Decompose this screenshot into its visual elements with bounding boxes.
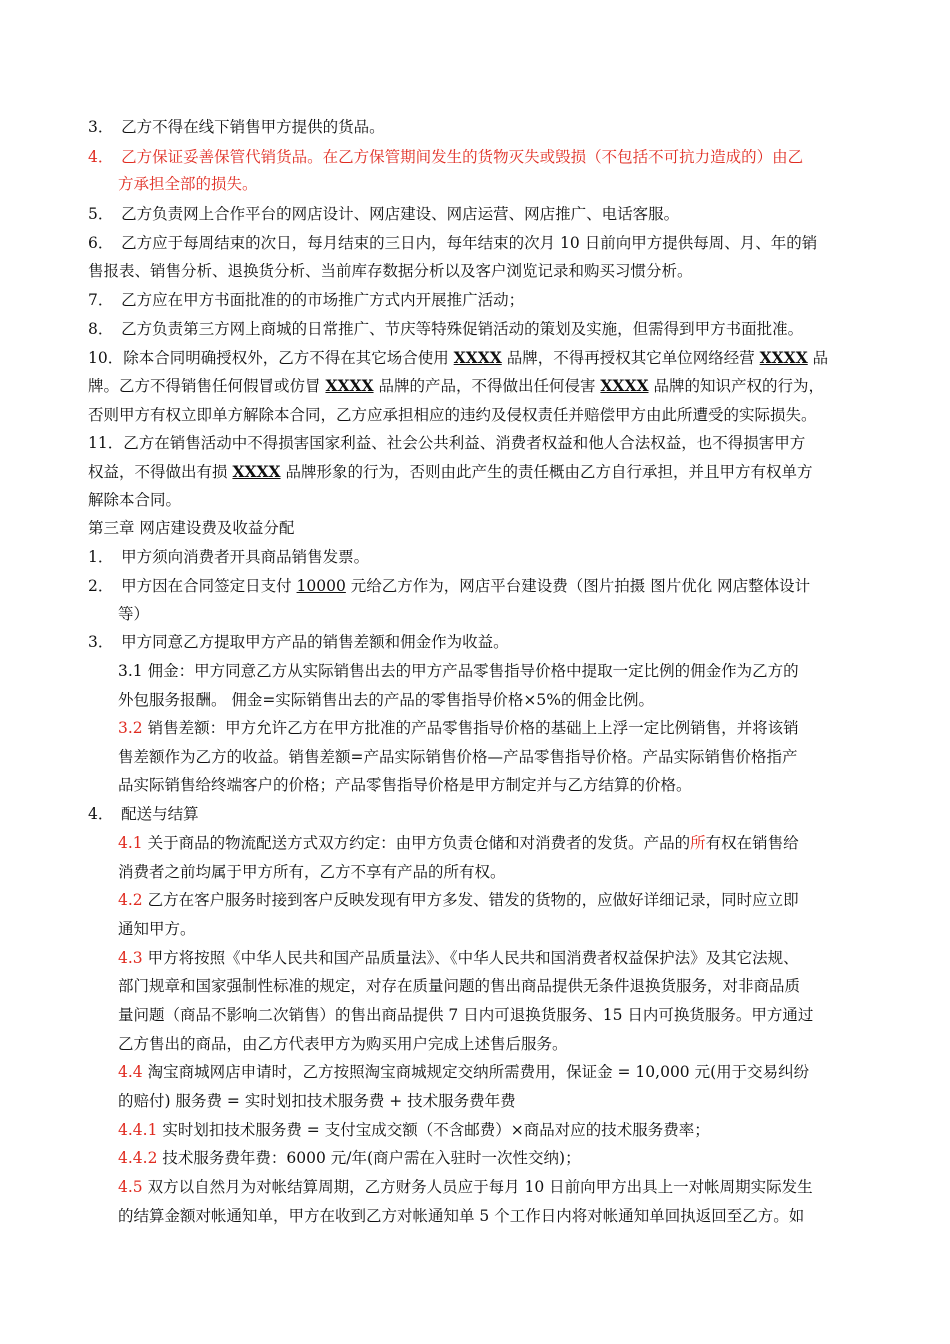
- clause-text: 3.1 佣金：甲方同意乙方从实际销售出去的甲方产品零售指导价格中提取一定比例的佣金作为乙方的: [118, 662, 799, 680]
- clause-text: 乙方在客户服务时接到客户反映发现有甲方多发、错发的货物的，应做好详细记录，同时应立即: [142, 891, 799, 909]
- chapter-title: 第三章 网店建设费及收益分配: [88, 519, 295, 537]
- ch3-clause-4-5-line-2: [118, 1206, 804, 1226]
- ch3-clause-4-2-line-2: [118, 919, 196, 939]
- ch3-clause-3-1-line-1: [118, 661, 799, 681]
- clause-7: [88, 290, 524, 310]
- clause-text: 消费者之前均属于甲方所有，乙方不享有产品的所有权。: [118, 863, 506, 881]
- clause-3: [88, 117, 385, 137]
- clause-text: 元给乙方作为，网店平台建设费（图片拍摄 图片优化 网店整体设计: [345, 577, 811, 595]
- clause-text: 售报表、销售分析、退换货分析、当前库存数据分析以及客户浏览记录和购买习惯分析。: [88, 262, 693, 280]
- brand-placeholder: XXXX: [759, 348, 808, 367]
- clause-text: 品牌的产品，不得做出任何侵害: [373, 377, 601, 395]
- clause-number: 4.5: [118, 1178, 143, 1196]
- clause-text: 甲方将按照《中华人民共和国产品质量法》、《中华人民共和国消费者权益保护法》及其它法规、: [142, 949, 799, 967]
- clause-text: 等）: [118, 605, 150, 623]
- ch3-clause-4-4-1: [118, 1120, 710, 1140]
- clause-text: 品牌的知识产权的行为，: [648, 377, 824, 395]
- clause-text: 8． 乙方负责第三方网上商城的日常推广、节庆等特殊促销活动的策划及实施，但需得到甲方书面批准。: [88, 320, 804, 338]
- clause-text: 解除本合同。: [88, 491, 182, 509]
- construction-fee-amount: 10000: [296, 577, 346, 595]
- ch3-clause-4-4-2: [118, 1148, 581, 1168]
- clause-text: 3． 乙方不得在线下销售甲方提供的货品。: [88, 118, 385, 136]
- clause-10-line-2: [88, 376, 824, 396]
- clause-text: 关于商品的物流配送方式双方约定：由甲方负责仓储和对消费者的发货。产品的: [142, 834, 691, 852]
- clause-text: 10．除本合同明确授权外，乙方不得在其它场合使用: [88, 349, 454, 367]
- clause-6-line-1: [88, 233, 817, 253]
- brand-placeholder: XXXX: [600, 376, 649, 395]
- highlighted-char: 所: [690, 834, 706, 852]
- clause-text: 通知甲方。: [118, 920, 196, 938]
- clause-number: 4.3: [118, 949, 143, 967]
- clause-text: 11．乙方在销售活动中不得损害国家利益、社会公共利益、消费者权益和他人合法权益，也不得损害甲方: [88, 434, 806, 452]
- clause-11-line-1: [88, 433, 805, 453]
- clause-text: 销售差额：甲方允许乙方在甲方批准的产品零售指导价格的基础上上浮一定比例销售，并将该销: [142, 719, 799, 737]
- ch3-clause-1: [88, 547, 369, 567]
- ch3-clause-4-4-line-2: [118, 1091, 516, 1111]
- chapter-3-heading: [88, 518, 294, 538]
- ch3-clause-2-line-2: [118, 604, 149, 624]
- ch3-clause-4: [88, 804, 199, 824]
- clause-text: 品实际销售给终端客户的价格；产品零售指导价格是甲方制定并与乙方结算的价格。: [118, 776, 692, 794]
- clause-text: 部门规章和国家强制性标准的规定，对存在质量问题的售出商品提供无条件退换货服务，对非商品质: [118, 977, 801, 995]
- brand-placeholder: XXXX: [453, 348, 502, 367]
- ch3-clause-4-3-line-3: [118, 1005, 813, 1025]
- clause-number: 4.4: [118, 1063, 143, 1081]
- brand-placeholder: XXXX: [232, 462, 281, 481]
- clause-text: 2． 甲方因在合同签定日支付: [88, 577, 297, 595]
- ch3-clause-4-4-line-1: [118, 1062, 809, 1082]
- clause-10-line-3: [88, 405, 817, 425]
- ch3-clause-4-5-line-1: [118, 1177, 813, 1197]
- ch3-clause-3-2-line-3: [118, 775, 692, 795]
- clause-10-line-1: [88, 348, 828, 368]
- clause-text: 乙方售出的商品，由乙方代表甲方为购买用户完成上述售后服务。: [118, 1035, 568, 1053]
- clause-text: 否则甲方有权立即单方解除本合同，乙方应承担相应的违约及侵权责任并赔偿甲方由此所遭受的实际损失。: [88, 406, 817, 424]
- clause-text: 品牌，不得再授权其它单位网络经营: [501, 349, 760, 367]
- clause-text: 3． 甲方同意乙方提取甲方产品的销售差额和佣金作为收益。: [88, 633, 509, 651]
- clause-4-line-2: [118, 174, 258, 194]
- clause-text: 有权在销售给: [705, 834, 799, 852]
- ch3-clause-4-1-line-1: [118, 833, 799, 853]
- ch3-clause-3: [88, 632, 509, 652]
- clause-text: 权益，不得做出有损: [88, 463, 233, 481]
- clause-text: 售差额作为乙方的收益。销售差额=产品实际销售价格—产品零售指导价格。产品实际销售价格指产: [118, 748, 798, 766]
- ch3-clause-3-2-line-1: [118, 718, 799, 738]
- clause-text: 的结算金额对帐通知单，甲方在收到乙方对帐通知单 5 个工作日内将对帐通知单回执返回至乙方。如: [118, 1207, 805, 1225]
- clause-11-line-2: [88, 462, 812, 482]
- ch3-clause-4-1-line-2: [118, 862, 506, 882]
- ch3-clause-4-3-line-1: [118, 948, 799, 968]
- ch3-clause-2-line-1: [88, 576, 810, 596]
- clause-number: 4.2: [118, 891, 143, 909]
- clause-text: 牌。乙方不得销售任何假冒或仿冒: [88, 377, 326, 395]
- clause-6-line-2: [88, 261, 693, 281]
- clause-4-line-1: [88, 147, 803, 167]
- clause-number: 4.1: [118, 834, 143, 852]
- clause-text: 技术服务费年费：6000 元/年(商户需在入驻时一次性交纳)；: [157, 1149, 581, 1167]
- clause-number: 3.2: [118, 719, 143, 737]
- clause-text: 品: [807, 349, 829, 367]
- clause-text: 7． 乙方应在甲方书面批准的的市场推广方式内开展推广活动；: [88, 291, 525, 309]
- clause-text: 4． 配送与结算: [88, 805, 199, 823]
- clause-text: 外包服务报酬。 佣金=实际销售出去的产品的零售指导价格×5%的佣金比例。: [118, 691, 654, 709]
- ch3-clause-3-1-line-2: [118, 690, 654, 710]
- ch3-clause-4-3-line-2: [118, 976, 800, 996]
- ch3-clause-3-2-line-2: [118, 747, 798, 767]
- clause-11-line-3: [88, 490, 181, 510]
- clause-text: 方承担全部的损失。: [118, 175, 258, 193]
- clause-text: 实时划扣技术服务费 = 支付宝成交额（不含邮费）×商品对应的技术服务费率；: [157, 1121, 710, 1139]
- clause-text: 5． 乙方负责网上合作平台的网店设计、网店建设、网店运营、网店推广、电话客服。: [88, 205, 680, 223]
- clause-5: [88, 204, 679, 224]
- clause-text: 6． 乙方应于每周结束的次日，每月结束的三日内，每年结束的次月 10 日前向甲方提供每周、月、年的销: [88, 234, 818, 252]
- clause-number: 4.4.2: [118, 1149, 158, 1167]
- brand-placeholder: XXXX: [325, 376, 374, 395]
- clause-8: [88, 319, 803, 339]
- clause-text: 双方以自然月为对帐结算周期，乙方财务人员应于每月 10 日前向甲方出具上一对帐周期实际发生: [142, 1178, 813, 1196]
- clause-text: 1． 甲方须向消费者开具商品销售发票。: [88, 548, 370, 566]
- clause-number: 4.4.1: [118, 1121, 158, 1139]
- clause-text: 4． 乙方保证妥善保管代销货品。在乙方保管期间发生的货物灭失或毁损（不包括不可抗力造成的）由乙: [88, 148, 804, 166]
- clause-text: 淘宝商城网店申请时，乙方按照淘宝商城规定交纳所需费用，保证金 = 10,000 元(用于交易纠纷: [142, 1063, 810, 1081]
- clause-text: 量问题（商品不影响二次销售）的售出商品提供 7 日内可退换货服务、15 日内可换货服务。甲方通过: [118, 1006, 814, 1024]
- clause-text: 的赔付) 服务费 = 实时划扣技术服务费 + 技术服务费年费: [118, 1092, 516, 1110]
- ch3-clause-4-3-line-4: [118, 1034, 568, 1054]
- ch3-clause-4-2-line-1: [118, 890, 799, 910]
- clause-text: 品牌形象的行为，否则由此产生的责任概由乙方自行承担，并且甲方有权单方: [280, 463, 813, 481]
